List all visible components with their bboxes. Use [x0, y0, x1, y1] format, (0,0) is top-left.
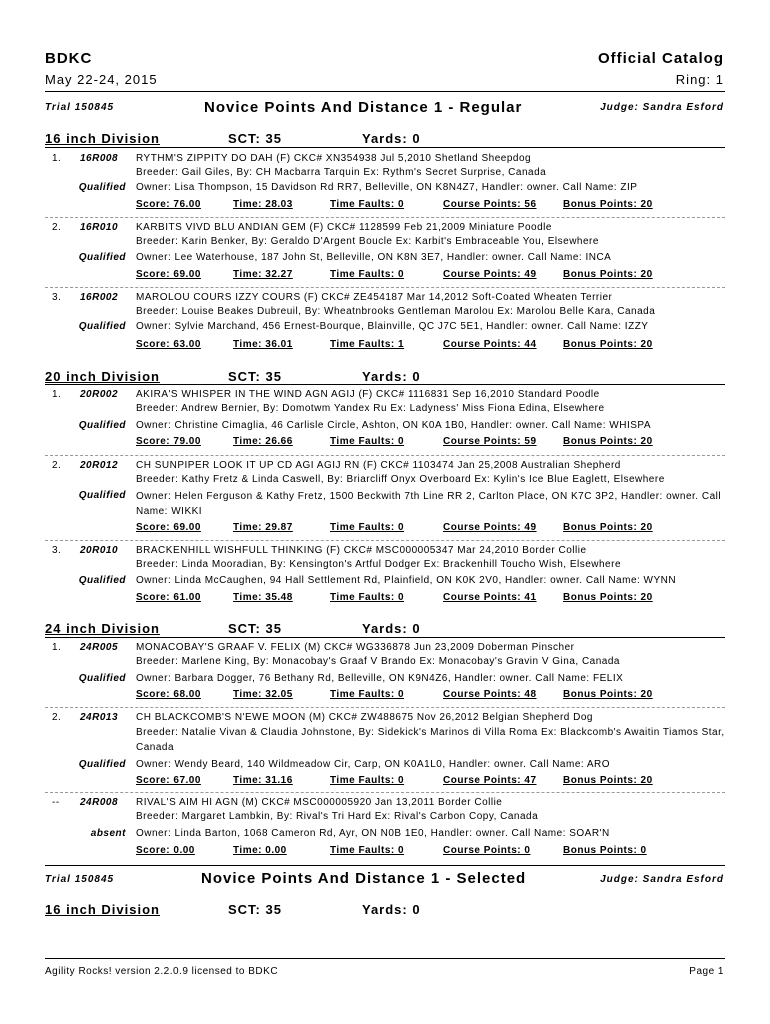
entry-armband: 16R002	[80, 292, 119, 303]
division-yards: Yards: 0	[362, 621, 421, 636]
entry-armband: 20R010	[80, 545, 119, 556]
entry-breeder: Breeder: Karin Benker, By: Geraldo D'Argent Boucle Ex: Karbit's Embraceable You, Elsewhere	[136, 236, 599, 247]
entry-breeder: Breeder: Kathy Fretz & Linda Caswell, By: Briarcliff Onyx Overboard Ex: Kylin's Ice Blue Eaglett, Elsewhere	[136, 474, 665, 485]
entry-score: Score: 0.00	[136, 845, 195, 856]
division-sct: SCT: 35	[228, 621, 282, 636]
entry-owner: Owner: Christine Cimaglia, 46 Carlisle Circle, Ashton, ON K0A 1B0, Handler: owner. Call Name: WHISPA	[136, 420, 651, 431]
entry-time: Time: 36.01	[233, 339, 293, 350]
entry-time-faults: Time Faults: 0	[330, 592, 405, 603]
division-rule	[45, 637, 725, 638]
entry-time-faults: Time Faults: 0	[330, 522, 405, 533]
entry-armband: 16R010	[80, 222, 119, 233]
entry-time-faults: Time Faults: 0	[330, 845, 405, 856]
entry-bonus-points: Bonus Points: 20	[563, 689, 653, 700]
entry-dog: RIVAL'S AIM HI AGN (M) CKC# MSC000005920 Jan 13,2011 Border Collie	[136, 797, 503, 808]
entry-time-faults: Time Faults: 0	[330, 199, 405, 210]
entry-owner: Owner: Sylvie Marchand, 456 Ernest-Bourque, Blainville, QC J7C 5E1, Handler: owner. Call Name: IZZY	[136, 321, 649, 332]
footer-rule	[45, 958, 725, 959]
entry-dog: CH BLACKCOMB'S N'EWE MOON (M) CKC# ZW488675 Nov 26,2012 Belgian Shepherd Dog	[136, 712, 593, 723]
entry-score: Score: 67.00	[136, 775, 201, 786]
entry-place: 3.	[52, 545, 62, 556]
division-sct: SCT: 35	[228, 369, 282, 384]
trial-title: Novice Points And Distance 1 - Regular	[204, 99, 523, 116]
entry-owner: Owner: Linda McCaughen, 94 Hall Settlement Rd, Plainfield, ON K0K 2V0, Handler: owner. Call Name: WYNN	[136, 575, 677, 586]
entry-breeder: Breeder: Louise Beakes Dubreuil, By: Wheatnbrooks Gentleman Marolou Ex: Marolou Belle Kara, Canada	[136, 306, 656, 317]
entry-course-points: Course Points: 48	[443, 689, 537, 700]
entry-dog: RYTHM'S ZIPPITY DO DAH (F) CKC# XN354938 Jul 5,2010 Shetland Sheepdog	[136, 153, 532, 164]
entry-score: Score: 69.00	[136, 269, 201, 280]
entry-course-points: Course Points: 0	[443, 845, 531, 856]
entry-course-points: Course Points: 41	[443, 592, 537, 603]
entry-breeder: Breeder: Margaret Lambkin, By: Rival's Tri Hard Ex: Rival's Carbon Copy, Canada	[136, 811, 539, 822]
entry-time-faults: Time Faults: 0	[330, 436, 405, 447]
entry-status: Qualified	[78, 420, 126, 431]
entry-separator	[45, 540, 725, 541]
entry-score: Score: 61.00	[136, 592, 201, 603]
entry-breeder: Breeder: Natalie Vivan & Claudia Johnstone, By: Sidekick's Marinos di Villa Roma Ex: Blackcomb's Awaitin Tiamos Star, Canada	[136, 727, 725, 753]
division-yards: Yards: 0	[362, 131, 421, 146]
header-rule	[45, 91, 725, 92]
trial-title: Novice Points And Distance 1 - Selected	[201, 870, 527, 887]
entry-owner: Owner: Linda Barton, 1068 Cameron Rd, Ayr, ON N0B 1E0, Handler: owner. Call Name: SOAR'N	[136, 828, 610, 839]
entry-course-points: Course Points: 56	[443, 199, 537, 210]
section-rule	[45, 865, 725, 866]
entry-owner: Owner: Barbara Dogger, 76 Bethany Rd, Belleville, ON K9N4Z6, Handler: owner. Call Name: FELIX	[136, 673, 624, 684]
entry-status: Qualified	[78, 490, 126, 501]
entry-separator	[45, 217, 725, 218]
entry-status: Qualified	[78, 252, 126, 263]
entry-time-faults: Time Faults: 1	[330, 339, 405, 350]
entry-bonus-points: Bonus Points: 20	[563, 775, 653, 786]
entry-time: Time: 31.16	[233, 775, 293, 786]
entry-bonus-points: Bonus Points: 20	[563, 522, 653, 533]
entry-breeder: Breeder: Marlene King, By: Monacobay's Graaf V Brando Ex: Monacobay's Gravin V Gina, Canada	[136, 656, 620, 667]
entry-bonus-points: Bonus Points: 20	[563, 269, 653, 280]
entry-time: Time: 32.05	[233, 689, 293, 700]
entry-armband: 24R005	[80, 642, 119, 653]
entry-course-points: Course Points: 49	[443, 522, 537, 533]
entry-time: Time: 0.00	[233, 845, 287, 856]
entry-place: --	[52, 797, 60, 808]
entry-time-faults: Time Faults: 0	[330, 775, 405, 786]
entry-separator	[45, 707, 725, 708]
entry-course-points: Course Points: 59	[443, 436, 537, 447]
entry-bonus-points: Bonus Points: 20	[563, 592, 653, 603]
entry-time: Time: 32.27	[233, 269, 293, 280]
entry-status: absent	[90, 828, 126, 839]
entry-bonus-points: Bonus Points: 20	[563, 199, 653, 210]
entry-time: Time: 26.66	[233, 436, 293, 447]
entry-status: Qualified	[78, 673, 126, 684]
entry-score: Score: 79.00	[136, 436, 201, 447]
license-text: Agility Rocks! version 2.2.0.9 licensed to BDKC	[45, 966, 279, 977]
entry-place: 1.	[52, 642, 62, 653]
entry-score: Score: 76.00	[136, 199, 201, 210]
entry-time: Time: 35.48	[233, 592, 293, 603]
entry-breeder: Breeder: Linda Mooradian, By: Kensington's Artful Dodger Ex: Brackenhill Toucho Wish, Elsewhere	[136, 559, 622, 570]
entry-score: Score: 68.00	[136, 689, 201, 700]
division-heading: 16 inch Division	[45, 131, 160, 146]
trial-judge: Judge: Sandra Esford	[600, 874, 724, 885]
entry-separator	[45, 287, 725, 288]
division-heading: 16 inch Division	[45, 902, 160, 917]
entry-place: 3.	[52, 292, 62, 303]
club-name: BDKC	[45, 50, 93, 67]
entry-separator	[45, 455, 725, 456]
ring-number: Ring: 1	[675, 72, 724, 87]
entry-separator	[45, 792, 725, 793]
entry-dog: MONACOBAY'S GRAAF V. FELIX (M) CKC# WG336878 Jun 23,2009 Doberman Pinscher	[136, 642, 575, 653]
entry-owner: Owner: Lee Waterhouse, 187 John St, Belleville, ON K8N 3E7, Handler: owner. Call Name: INCA	[136, 252, 612, 263]
division-yards: Yards: 0	[362, 902, 421, 917]
entry-armband: 24R008	[80, 797, 119, 808]
entry-dog: KARBITS VIVD BLU ANDIAN GEM (F) CKC# 1128599 Feb 21,2009 Miniature Poodle	[136, 222, 552, 233]
entry-bonus-points: Bonus Points: 20	[563, 436, 653, 447]
entry-armband: 20R012	[80, 460, 119, 471]
entry-time: Time: 29.87	[233, 522, 293, 533]
entry-time: Time: 28.03	[233, 199, 293, 210]
entry-course-points: Course Points: 44	[443, 339, 537, 350]
entry-dog: BRACKENHILL WISHFULL THINKING (F) CKC# MSC000005347 Mar 24,2010 Border Collie	[136, 545, 587, 556]
entry-bonus-points: Bonus Points: 20	[563, 339, 653, 350]
entry-time-faults: Time Faults: 0	[330, 269, 405, 280]
entry-status: Qualified	[78, 182, 126, 193]
entry-place: 2.	[52, 460, 62, 471]
entry-owner: Owner: Helen Ferguson & Kathy Fretz, 1500 Beckwith 7th Line RR 2, Carlton Place, ON K7C 3P2, Handler: owner. Call Name: WIKKI	[136, 491, 722, 517]
entry-place: 2.	[52, 222, 62, 233]
entry-status: Qualified	[78, 759, 126, 770]
event-dates: May 22-24, 2015	[45, 72, 158, 87]
entry-status: Qualified	[78, 321, 126, 332]
division-heading: 20 inch Division	[45, 369, 160, 384]
entry-time-faults: Time Faults: 0	[330, 689, 405, 700]
entry-place: 1.	[52, 153, 62, 164]
trial-number: Trial 150845	[45, 874, 115, 885]
entry-bonus-points: Bonus Points: 0	[563, 845, 647, 856]
entry-owner: Owner: Lisa Thompson, 15 Davidson Rd RR7, Belleville, ON K8N4Z7, Handler: owner. Call Name: ZIP	[136, 182, 638, 193]
entry-status: Qualified	[78, 575, 126, 586]
page-number: Page 1	[689, 966, 724, 977]
entry-place: 2.	[52, 712, 62, 723]
entry-owner: Owner: Wendy Beard, 140 Wildmeadow Cir, Carp, ON K0A1L0, Handler: owner. Call Name: ARO	[136, 759, 611, 770]
entry-place: 1.	[52, 389, 62, 400]
division-rule	[45, 384, 725, 385]
entry-dog: MAROLOU COURS IZZY COURS (F) CKC# ZE454187 Mar 14,2012 Soft-Coated Wheaten Terrier	[136, 292, 613, 303]
entry-course-points: Course Points: 49	[443, 269, 537, 280]
trial-number: Trial 150845	[45, 102, 115, 113]
entry-dog: AKIRA'S WHISPER IN THE WIND AGN AGIJ (F) CKC# 1116831 Sep 16,2010 Standard Poodle	[136, 389, 600, 400]
division-heading: 24 inch Division	[45, 621, 160, 636]
division-sct: SCT: 35	[228, 902, 282, 917]
division-rule	[45, 147, 725, 148]
entry-armband: 20R002	[80, 389, 119, 400]
division-sct: SCT: 35	[228, 131, 282, 146]
entry-score: Score: 69.00	[136, 522, 201, 533]
entry-course-points: Course Points: 47	[443, 775, 537, 786]
entry-score: Score: 63.00	[136, 339, 201, 350]
entry-breeder: Breeder: Andrew Bernier, By: Domotwm Yandex Ru Ex: Ladyness' Miss Fiona Edina, Elsewhere	[136, 403, 605, 414]
entry-armband: 24R013	[80, 712, 119, 723]
catalog-title: Official Catalog	[597, 50, 724, 67]
entry-armband: 16R008	[80, 153, 119, 164]
trial-judge: Judge: Sandra Esford	[600, 102, 724, 113]
division-yards: Yards: 0	[362, 369, 421, 384]
entry-breeder: Breeder: Gail Giles, By: CH Macbarra Tarquin Ex: Rythm's Secret Surprise, Canada	[136, 167, 547, 178]
entry-dog: CH SUNPIPER LOOK IT UP CD AGI AGIJ RN (F) CKC# 1103474 Jan 25,2008 Australian Shepherd	[136, 460, 621, 471]
